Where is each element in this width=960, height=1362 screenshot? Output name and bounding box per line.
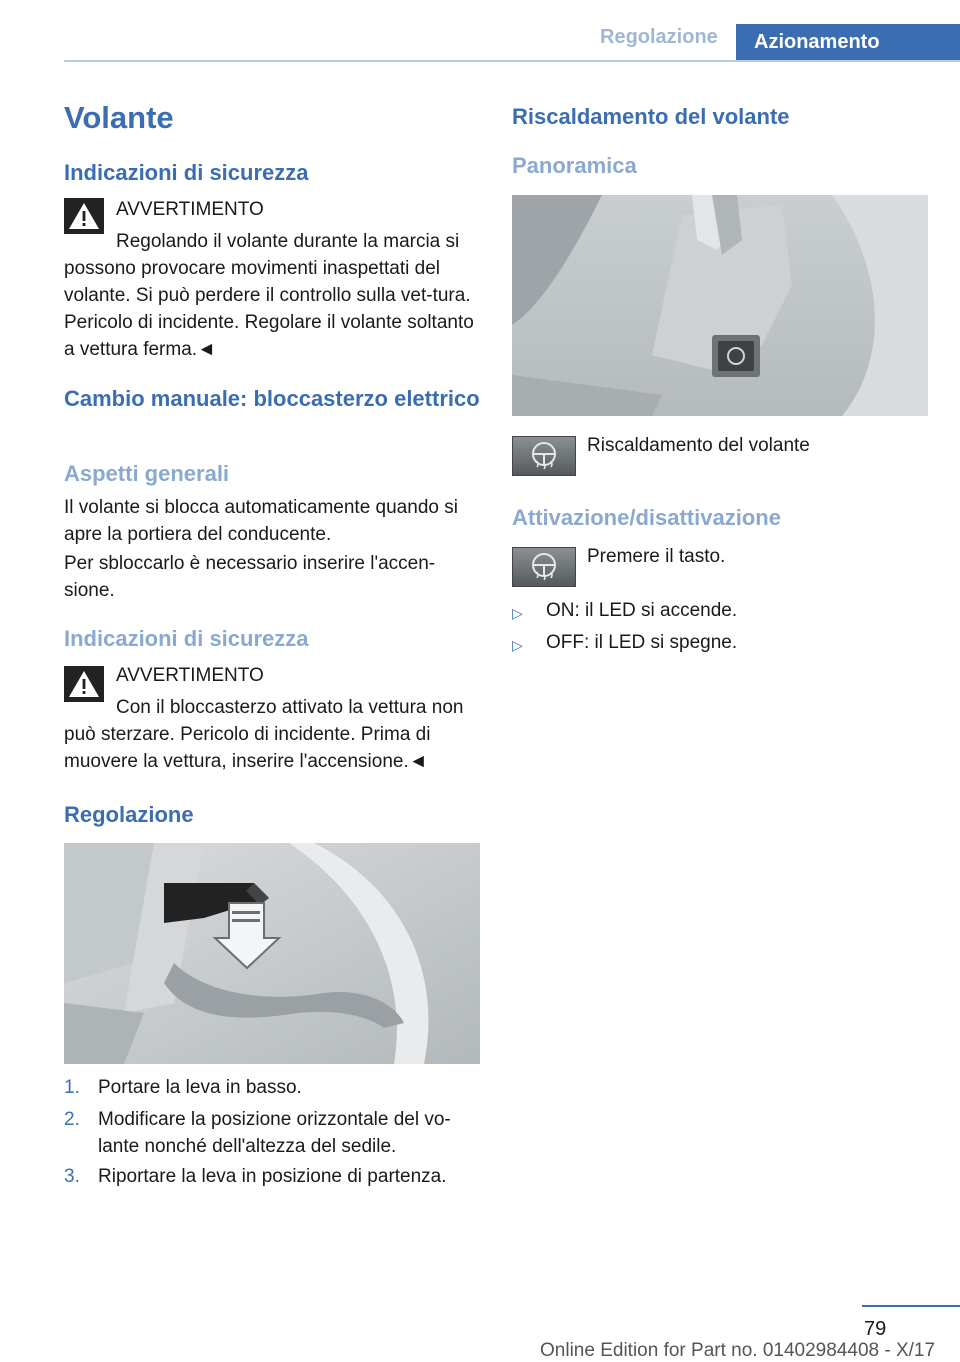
warning-text-2-first: Con il bloccasterzo attivato la vettura non	[116, 697, 464, 718]
list-item	[64, 1074, 480, 1101]
heated-wheel-button-icon	[512, 547, 576, 587]
general-paragraph-2: Per sbloccarlo è necessario inserire l'accen‐sione.	[64, 553, 436, 601]
step-text: Portare la leva in basso.	[98, 1077, 302, 1098]
warning-text-1-first: Regolando il volante durante la marcia si	[116, 231, 460, 252]
list-item	[512, 629, 928, 656]
general-heading: Aspetti generali	[64, 461, 230, 486]
heating-heading: Riscaldamento del volante	[512, 104, 790, 129]
press-instruction: Premere il tasto.	[587, 546, 726, 567]
warning-text-2: può sterzare. Pericolo di incidente. Prima di muovere la vettura, inserire l'accensione.◄	[64, 724, 431, 772]
list-item	[64, 1163, 480, 1190]
header-rule	[64, 60, 960, 62]
bullet-text: OFF: il LED si spegne.	[546, 632, 738, 653]
heated-wheel-button-icon	[512, 436, 576, 476]
step-number: 1.	[64, 1077, 80, 1098]
button-caption: Riscaldamento del volante	[587, 435, 810, 456]
edition-note: Online Edition for Part no. 01402984408 - X/17	[540, 1340, 936, 1361]
header-section-label: Regolazione	[600, 26, 718, 48]
steering-lever-illustration	[64, 843, 480, 1064]
page-title: Volante	[64, 100, 174, 135]
step-number: 3.	[64, 1166, 80, 1187]
header-chapter-tab: Azionamento	[736, 24, 960, 61]
general-paragraph-1: Il volante si blocca automaticamente quando si apre la portiera del conducente.	[64, 497, 458, 545]
list-item	[512, 597, 928, 624]
safety-heading-1: Indicazioni di sicurezza	[64, 160, 309, 185]
safety-heading-2: Indicazioni di sicurezza	[64, 626, 309, 651]
triangle-bullet-icon: ▷	[512, 637, 523, 653]
toggle-heading: Attivazione/disattivazione	[512, 505, 781, 530]
footer-rule	[862, 1305, 960, 1307]
warning-label-2: AVVERTIMENTO	[116, 665, 264, 686]
lock-heading: Cambio manuale: bloccasterzo elettrico	[64, 386, 480, 411]
step-text: Modificare la posizione orizzontale del vo‐lante nonché dell'altezza del sedile.	[98, 1109, 451, 1157]
page-number: 79	[864, 1318, 887, 1340]
triangle-bullet-icon: ▷	[512, 605, 523, 621]
list-item	[64, 1106, 480, 1160]
overview-heading: Panoramica	[512, 153, 637, 178]
bullet-text: ON: il LED si accende.	[546, 600, 738, 621]
adjust-heading: Regolazione	[64, 802, 194, 827]
step-number: 2.	[64, 1109, 80, 1130]
warning-label-1: AVVERTIMENTO	[116, 199, 264, 220]
heated-wheel-button-illustration	[512, 195, 928, 416]
step-text: Riportare la leva in posizione di partenza.	[98, 1166, 447, 1187]
warning-text-1: possono provocare movimenti inaspettati del volante. Si può perdere il controllo sulla vet‐tura. Pericolo di incidente. Regolare il volante soltanto a vettura ferma.◄	[64, 258, 474, 360]
